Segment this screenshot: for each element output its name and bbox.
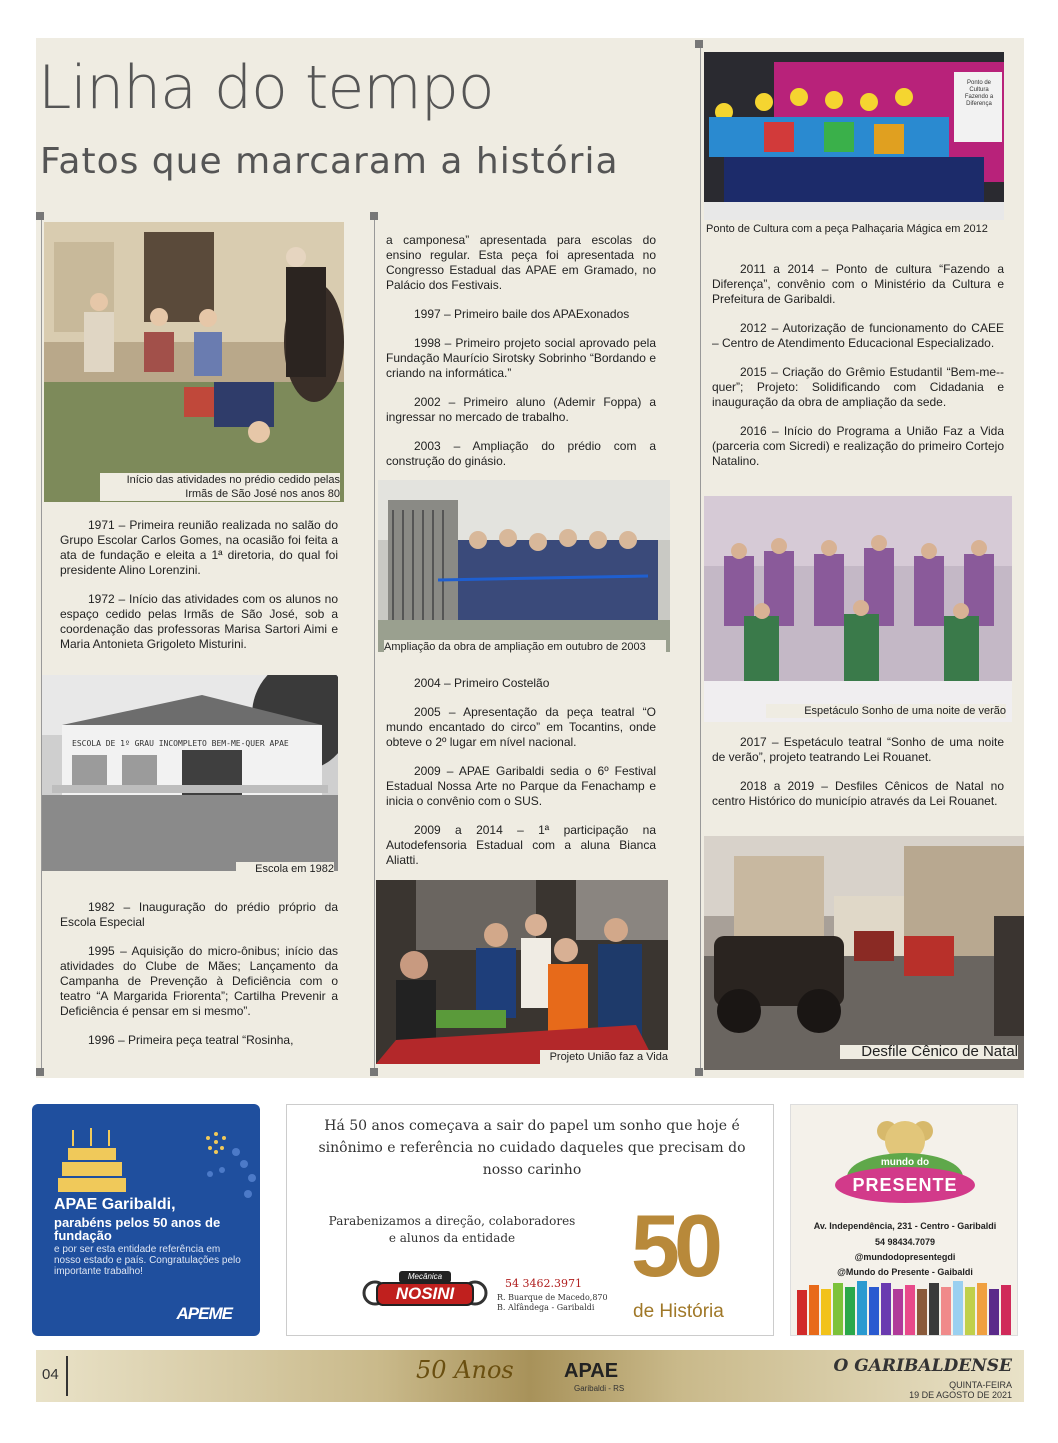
timeline-column-2 [386,233,656,483]
timeline-entry: a camponesa” apresentada para escolas do ensino regular. Esta peça foi apresentada no Congresso Estadual das APAE em Gramado, no Palácio dos Festivais. [386,233,656,292]
apeme-body: e por ser esta entidade referência em nosso estado e país. Congratulações pelo importante trabalho! [54,1244,241,1277]
timeline-entry: 2005 – Apresentação da peça teatral “O mundo encantado do circo” em Tocantins, onde obteve o 2º lugar em nível nacional. [386,705,656,749]
apae-location: Garibaldi - RS [574,1384,625,1393]
timeline-entry: 2002 – Primeiro aluno (Ademir Foppa) a ingressar no mercado de trabalho. [386,395,656,424]
timeline-entry: 2015 – Criação do Grêmio Estudantil “Bem-me--quer”; Projeto: Solidificando com Cidadania e inauguração da obra de ampliação da sede. [712,365,1004,409]
ad-quote: Há 50 anos começava a sair do papel um sonho que hoje é sinônimo e referência no cuidado daqueles que precisam do nosso carinho [318,1118,746,1178]
ad-apeme [32,1104,260,1336]
timeline-entry: 2017 – Espetáculo teatral “Sonho de uma noite de verão”, projeto teatrando Lei Rouanet. [712,735,1004,764]
presente-brand: PRESENTE [852,1175,958,1195]
photo-caption: Espetáculo Sonho de uma noite de verão [766,704,1006,718]
ad-nosini [286,1104,774,1336]
page-title: Linha do tempo [38,53,494,123]
nosini-phone: 54 3462.3971 [505,1277,582,1290]
school-sign: ESCOLA DE 1º GRAU INCOMPLETO BEM-ME-QUER APAE [72,739,289,748]
presente-facebook: @Mundo do Presente - Gaibaldi [837,1267,973,1277]
timeline-entry: 1998 – Primeiro projeto social aprovado pela Fundação Maurício Sirotsky Sobrinho “Bordando e criando na informática.” [386,336,656,380]
photo-caption: Escola em 1982 [236,862,334,876]
column-rule [700,48,701,1072]
fifty-anos-logo: 50 Anos [416,1356,514,1384]
ad-mundo-do-presente [790,1104,1018,1336]
apae-logo: APAE [564,1360,619,1382]
presente-brand-top: mundo do [880,1157,930,1168]
timeline-entry: 1995 – Aquisição do micro-ônibus; início das atividades do Clube de Mães; Lançamento da Campanha de Prevenção à Deficiência com o teatro “A Margarida Friorenta”; Cartilha Prevenir a Deficiência é pensar em si mesmo”. [60,944,338,1018]
photo-caption: Ponto de Cultura com a peça Palhaçaria Mágica em 2012 [706,222,1004,236]
photo-sonho-noite-verao [704,496,1012,722]
column-rule [41,220,42,1072]
photo-caption: Projeto União faz a Vida [540,1050,668,1064]
fifty-years-logo: 50 [631,1196,717,1295]
photo-palhacaria-magica [704,52,1004,220]
apeme-sub: parabéns pelos 50 anos de fundação [54,1215,221,1243]
newspaper-name: O GARIBALDENSE [833,1356,1012,1376]
corner-marker [36,212,44,220]
timeline-column-1 [60,518,338,666]
photo-early-activities [44,222,344,502]
timeline-entry: 1972 – Início das atividades com os alunos no espaço cedido pelas Irmãs de São José, sob a coordenação das professoras Marisa Sartori Aimi e Maria Antonieta Grigoleto Misturini. [60,592,338,651]
nosini-address: R. Buarque de Macedo,870 B. Alfândega - Garibaldi [497,1293,608,1312]
timeline-entry: 2016 – Início do Programa a União Faz a Vida (parceria com Sicredi) e realização do primeiro Cortejo Natalino. [712,424,1004,468]
timeline-entry: 2003 – Ampliação do prédio com a construção do ginásio. [386,439,656,468]
corner-marker [695,40,703,48]
timeline-entry: 2009 a 2014 – 1ª participação na Autodefensoria Estadual com a aluna Bianca Aliatti. [386,823,656,867]
page-number: 04 [42,1366,59,1383]
photo-school-1982 [42,675,338,871]
photo-desfile-natal [704,836,1024,1070]
fifty-years-label: de História [633,1301,724,1322]
photo-caption: Início das atividades no prédio cedido pelas Irmãs de São José nos anos 80 [100,473,340,501]
timeline-entry: 2012 – Autorização de funcionamento do CAEE – Centro de Atendimento Educacional Especializado. [712,321,1004,350]
photo-uniao-faz-a-vida [376,880,668,1064]
nosini-logo: Mecânica NOSINI [361,1269,489,1315]
apeme-headline: APAE Garibaldi, [54,1196,176,1213]
corner-marker [36,1068,44,1076]
publication-date: 19 DE AGOSTO DE 2021 [909,1390,1012,1400]
corner-marker [695,1068,703,1076]
timeline-entry: 1982 – Inauguração do prédio próprio da Escola Especial [60,900,338,929]
timeline-entry: 2018 a 2019 – Desfiles Cênicos de Natal no centro Histórico do município através da Lei Rouanet. [712,779,1004,808]
presente-instagram: @mundodopresentegdi [854,1252,956,1262]
banner-label: Ponto de Cultura Fazendo a Diferença [964,80,994,107]
photo-caption: Desfile Cênico de Natal [840,1045,1018,1059]
timeline-column-3 [712,262,1004,483]
photo-caption: Ampliação da obra de ampliação em outubro de 2003 [384,640,666,654]
timeline-entry: 2011 a 2014 – Ponto de cultura “Fazendo a Diferença”, convênio com o Ministério da Cultura e Prefeitura de Garibaldi. [712,262,1004,306]
presente-address: Av. Independência, 231 - Centro - Garibaldi [813,1221,997,1231]
timeline-column-3-cont [712,735,1004,823]
corner-marker [370,1068,378,1076]
timeline-entry: 1996 – Primeira peça teatral “Rosinha, [88,1033,294,1047]
corner-marker [370,212,378,220]
timeline-column-1-cont [60,900,338,1062]
apeme-logo: APEME [176,1304,232,1323]
timeline-entry: 1997 – Primeiro baile dos APAExonados [414,307,630,321]
timeline-entry: 1971 – Primeira reunião realizada no salão do Grupo Escolar Carlos Gomes, na ocasião foi feita a ata de fundação e eleita a 1ª diretoria, do qual foi presidente Alino Lorenzini. [60,518,338,577]
ad-congrats: Parabenizamos a direção, colaboradores e alunos da entidade [328,1214,576,1245]
timeline-entry: 2004 – Primeiro Costelão [414,676,550,690]
page-subtitle: Fatos que marcaram a história [40,141,619,182]
photo-ribbon-cutting [378,480,670,652]
column-rule [374,220,375,1072]
timeline-column-2-cont [386,676,656,882]
publication-weekday: QUINTA-FEIRA [949,1380,1012,1390]
timeline-entry: 2009 – APAE Garibaldi sedia o 6º Festival Estadual Nossa Arte no Parque da Fenachamp e inicia o convênio com o SUS. [386,764,656,808]
page-number-bar [66,1356,68,1396]
presente-phone: 54 98434.7079 [874,1237,936,1247]
page-footer [36,1350,1024,1402]
